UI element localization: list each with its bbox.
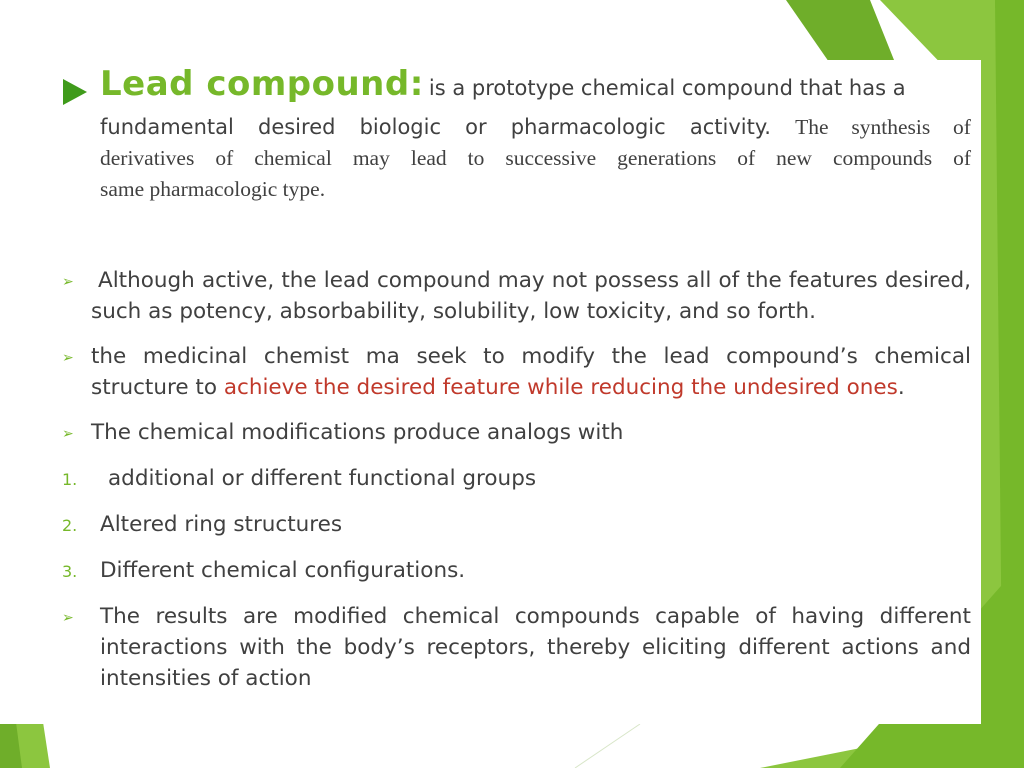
list-number: 3. <box>62 562 78 581</box>
title-definition-line2-serif: The synthesis of <box>795 115 971 139</box>
bullet-arrow-icon: ➢ <box>62 426 74 442</box>
bullet-medicinal-chemist <box>91 341 971 403</box>
bullet-arrow-icon: ➢ <box>62 350 74 366</box>
bullet-medicinal-chemist-end: . <box>897 375 905 400</box>
list-number: 2. <box>62 516 78 535</box>
serif-line-type: same pharmacologic type. <box>100 177 326 201</box>
title-definition-line2-sans: fundamental desired biologic or pharmacologic activity. <box>100 115 771 139</box>
title-definition-line2 <box>100 112 971 143</box>
list-item-configurations: Different chemical configurations. <box>100 558 466 583</box>
title-definition-line1: is a prototype chemical compound that has a <box>428 76 906 100</box>
highlighted-phrase: achieve the desired feature while reducing the undesired ones <box>223 375 898 400</box>
title-term: Lead compound: <box>100 64 424 104</box>
serif-line-derivatives: derivatives of chemical may lead to successive generations of new compounds of <box>100 146 971 170</box>
bullet-medicinal-chemist-text: the medicinal chemist ma seek to modify the lead compound’s chemical structure to <box>91 344 971 400</box>
bullet-features: Although active, the lead compound may not possess all of the features desired, such as potency, absorbability, solubility, low toxicity, and so forth. <box>91 268 971 324</box>
list-item-ring-structures: Altered ring structures <box>100 512 343 537</box>
title-paragraph <box>100 64 971 106</box>
title-bullet-icon <box>63 79 87 105</box>
bullet-results: The results are modified chemical compounds capable of having different interactions with the body’s receptors, thereby eliciting different actions and intensities of action <box>100 604 971 691</box>
list-item-functional-groups: additional or different functional groups <box>108 466 537 491</box>
bullet-modifications: The chemical modifications produce analogs with <box>91 420 624 445</box>
list-number: 1. <box>62 470 78 489</box>
bullet-arrow-icon: ➢ <box>62 274 74 290</box>
bullet-arrow-icon: ➢ <box>62 610 74 626</box>
